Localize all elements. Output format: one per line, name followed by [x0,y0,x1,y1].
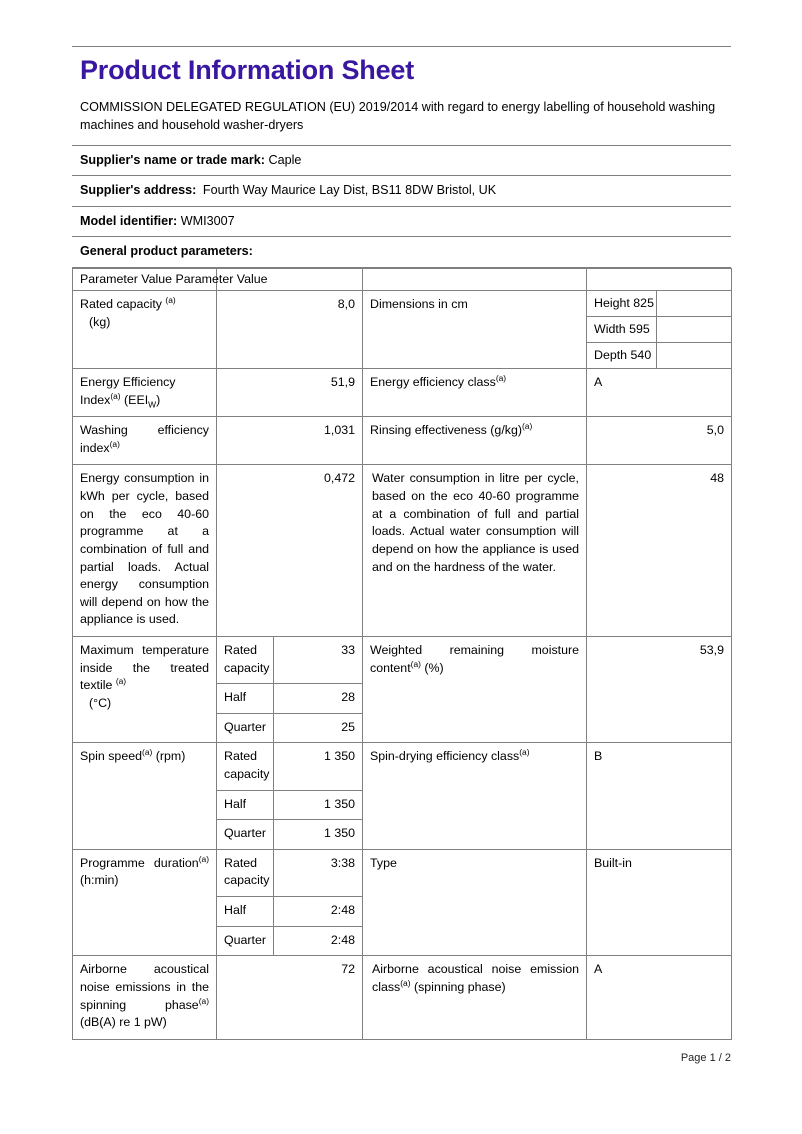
table-header-row [73,269,732,291]
header-cell-value [217,269,363,291]
airborne-noise-unit: (dB(A) re 1 pW) [80,1015,167,1030]
subtable-label-half: Half [217,790,273,820]
dimensions-table [587,291,731,368]
eei-subscript: W [148,399,157,410]
cell-energy-class-value [587,369,732,417]
subtable-label-quarter: Quarter [217,713,273,742]
cell-eei-value [217,369,363,417]
dimension-depth-label: Depth [594,348,628,363]
subtable-value-half: 28 [273,684,362,714]
cell-noise-class-value [587,956,732,1039]
subtable-row-rated [217,850,362,897]
cell-spin-speed-label [73,743,217,849]
footnote-marker: (a) [519,747,530,758]
cell-spin-class-label [363,743,587,849]
table-row [73,743,732,849]
cell-energy-consumption-value [217,465,363,636]
moisture-unit: (%) [420,660,444,675]
cell-noise-class-label [363,956,587,1039]
subtable-value-quarter: 1 350 [273,820,362,849]
spin-class-value: B [594,749,603,764]
cell-programme-duration-label [73,849,217,955]
subtable-value-rated: 3:38 [273,850,362,897]
subtable-value-quarter: 25 [273,713,362,742]
spin-speed-unit: (rpm) [152,749,186,764]
cell-spin-class-value [587,743,732,849]
header-cell-value-2 [587,269,732,291]
moisture-label: Weighted remaining moisture content [370,642,579,675]
table-row [73,465,732,636]
subtable-value-rated: 33 [273,637,362,684]
energy-consumption-label: Energy consumption in kWh per cycle, based on the eco 40-60 programme at a combination of full and partial loads. Actual energy consumption will depend on how the appliance is used. [80,471,209,627]
dimension-row-width [587,317,731,343]
energy-consumption-value: 0,472 [323,471,355,486]
subtable-label-rated: Rated capacity [217,850,273,897]
subtable-row-half [217,790,362,820]
spin-speed-subtable [217,743,362,848]
cell-airborne-noise-label [73,956,217,1039]
supplier-address-label: Supplier's address: [80,183,197,198]
cell-max-temperature-label [73,636,217,742]
subtable-value-half: 1 350 [273,790,362,820]
table-row [73,956,732,1039]
cell-eei-label [73,369,217,417]
energy-class-value: A [594,375,603,390]
model-identifier-row [72,207,731,238]
dimension-row-height [587,291,731,317]
dimension-depth-value: 540 [630,348,652,363]
footnote-marker: (a) [400,977,411,988]
noise-class-label: Airborne acoustical noise emission class [372,962,579,994]
footnote-marker: (a) [198,995,209,1006]
cell-spin-speed-values [217,743,363,849]
noise-class-phase: (spinning phase) [410,979,506,994]
model-identifier-label: Model identifier: [80,213,178,228]
cell-water-consumption-label [363,465,587,636]
dimension-width-label: Width [594,322,626,337]
dimension-divider [656,291,657,316]
programme-duration-label: Programme duration [80,855,199,870]
eei-label-b: (EEI [120,392,149,407]
dimension-divider [656,343,657,368]
type-value: Built-in [594,855,632,870]
airborne-noise-value: 72 [341,962,355,977]
subtable-label-quarter: Quarter [217,820,273,849]
subtable-label-rated: Rated capacity [217,637,273,684]
subtable-label-half: Half [217,897,273,927]
footnote-marker: (a) [110,390,121,401]
dimension-divider [656,317,657,342]
cell-dimensions-label [363,291,587,369]
cell-washing-efficiency-value [217,417,363,465]
subtable-row-quarter [217,926,362,955]
cell-energy-class-label [363,369,587,417]
spin-class-label: Spin-drying efficiency class [370,749,520,764]
dimension-height-value: 825 [633,296,654,311]
rated-capacity-label: Rated capacity [80,297,166,312]
supplier-address-value: Fourth Way Maurice Lay Dist, BS11 8DW Bristol, UK [202,183,497,198]
rated-capacity-unit: (kg) [89,314,111,329]
cell-washing-efficiency-label [73,417,217,465]
footnote-marker: (a) [410,658,421,669]
cell-programme-duration-values [217,849,363,955]
table-row [73,849,732,955]
cell-rated-capacity-label [73,291,217,369]
subtable-value-rated: 1 350 [273,743,362,790]
subtable-label-half: Half [217,684,273,714]
dimension-row-depth [587,343,731,369]
page-footer: Page 1 / 2 [680,1052,731,1064]
cell-max-temperature-values [217,636,363,742]
footnote-marker: (a) [109,438,120,449]
subtable-row-half [217,684,362,714]
dimension-height-label: Height [594,296,630,311]
water-consumption-value: 48 [710,471,724,486]
page-title: Product Information Sheet [80,55,415,85]
type-label: Type [370,855,397,870]
airborne-noise-label: Airborne acoustical noise emissions in the spinning phase [80,962,209,1012]
subtable-label-rated: Rated capacity [217,743,273,790]
cell-dimensions-values [587,291,732,369]
cell-rated-capacity-value [217,291,363,369]
max-temperature-subtable [217,637,362,742]
table-row [73,369,732,417]
supplier-address-row [72,176,731,207]
water-consumption-label: Water consumption in litre per cycle, based on the eco 40-60 programme at a combination of full and partial loads. Actual water consumption will depend on how the appliance is used and on the hardness of the water. [372,471,579,574]
general-parameters-row [72,237,731,268]
supplier-name-row [72,145,731,177]
cell-type-value [587,849,732,955]
product-parameters-table [72,268,732,1040]
table-header-text: Parameter Value Parameter Value [80,272,268,287]
subtable-row-rated [217,743,362,790]
subtable-row-quarter [217,713,362,742]
supplier-name-label: Supplier's name or trade mark: [80,152,265,167]
spin-speed-label: Spin speed [80,749,143,764]
cell-energy-consumption-label [73,465,217,636]
rinsing-value: 5,0 [706,423,724,438]
cell-airborne-noise-value [217,956,363,1039]
dimension-width-value: 595 [629,322,650,337]
footnote-marker: (a) [115,676,127,687]
moisture-value: 53,9 [699,642,724,657]
header-cell-parameter [73,269,268,291]
cell-moisture-label [363,636,587,742]
subtable-row-quarter [217,820,362,849]
dimension-width-cell [587,317,731,343]
energy-class-label: Energy efficiency class [370,375,496,390]
cell-water-consumption-value [587,465,732,636]
cell-moisture-value [587,636,732,742]
rated-capacity-value: 8,0 [337,297,355,312]
header-cell-parameter-2 [363,269,587,291]
supplier-name-value: Caple [268,152,302,167]
footnote-marker: (a) [165,294,176,305]
subtable-label-quarter: Quarter [217,926,273,955]
cell-type-label [363,849,587,955]
table-row [73,417,732,465]
dimensions-label: Dimensions in cm [370,297,468,312]
noise-class-value: A [594,962,603,977]
washing-efficiency-value: 1,031 [323,423,355,438]
footnote-marker: (a) [495,372,507,383]
subtable-value-half: 2:48 [273,897,362,927]
model-identifier-value: WMI3007 [180,213,235,228]
footnote-marker: (a) [521,421,533,432]
footnote-marker: (a) [142,747,153,758]
max-temperature-unit: (°C) [89,695,112,710]
programme-duration-subtable [217,850,362,955]
dimension-depth-cell [587,343,731,369]
dimension-height-cell [587,291,731,317]
eei-label: Energy Efficiency Index [80,375,176,407]
cell-rinsing-label [363,417,587,465]
footnote-marker: (a) [198,853,209,864]
subtable-value-quarter: 2:48 [273,926,362,955]
table-row [73,291,732,369]
general-parameters-label: General product parameters: [80,244,253,259]
rinsing-label: Rinsing effectiveness (g/kg) [370,423,522,438]
subtable-row-half [217,897,362,927]
subtable-row-rated [217,637,362,684]
table-row [73,636,732,742]
max-temperature-label: Maximum temperature inside the treated textile [80,642,209,693]
eei-value: 51,9 [330,375,355,390]
programme-duration-unit: (h:min) [80,873,119,888]
regulation-text: COMMISSION DELEGATED REGULATION (EU) 2019/2014 with regard to energy labelling of household washing machines and household washer-dryers [80,100,716,133]
cell-rinsing-value [587,417,732,465]
document-page [72,46,731,1040]
washing-efficiency-label: Washing efficiency index [80,423,209,455]
header-block [72,46,731,135]
eei-label-c: ) [156,392,161,407]
